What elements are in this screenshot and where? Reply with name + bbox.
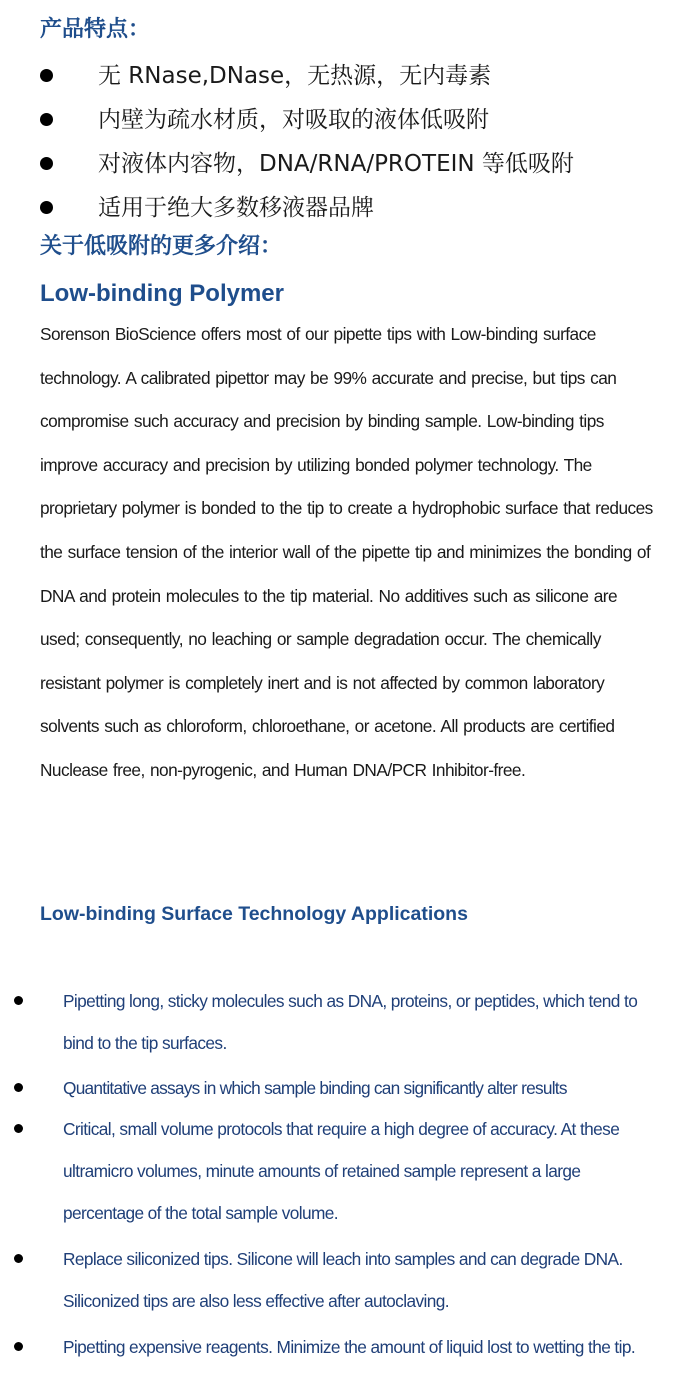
application-item [0, 980, 679, 1064]
application-item [0, 1238, 679, 1322]
bullet-icon [14, 1342, 23, 1351]
bullet-icon [40, 157, 53, 170]
bullet-icon [14, 1083, 23, 1092]
application-text: Replace siliconized tips. Silicone will leach into samples and can degrade DNA. Siliconized tips are also less effective after autoclaving. [63, 1249, 623, 1311]
application-text: Pipetting expensive reagents. Minimize the amount of liquid lost to wetting the tip. [63, 1337, 636, 1357]
feature-item [40, 144, 670, 188]
feature-list [40, 56, 670, 232]
application-text: Critical, small volume protocols that require a high degree of accuracy. At these ultramicro volumes, minute amounts of retained sample represent a large percentage of the total sample volume. [63, 1119, 620, 1223]
applications-list [0, 980, 679, 1368]
feature-text: 无 RNase,DNase，无热源，无内毒素 [98, 63, 492, 89]
application-item [0, 1108, 679, 1234]
bullet-icon [40, 69, 53, 82]
bullet-icon [14, 1124, 23, 1133]
feature-item [40, 188, 670, 232]
more-info-heading: 关于低吸附的更多介绍： [40, 234, 283, 259]
feature-text: 内壁为疏水材质，对吸取的液体低吸附 [98, 107, 489, 133]
low-binding-description: Sorenson BioScience offers most of our pipette tips with Low-binding surface technology. A calibrated pipettor may be 99% accurate and precise, but tips can compromise such accuracy and precision by binding sample. Low-binding tips improve accuracy and precision by utilizing bonded polymer technology. The proprietary polymer is bonded to the tip to create a hydrophobic surface that reduces the surface tension of the interior wall of the pipette tip and minimizes the bonding of DNA and protein molecules to the tip material. No additives such as silicone are used; consequently, no leaching or sample degradation occur. The chemically resistant polymer is completely inert and is not affected by common laboratory solvents such as chloroform, chloroethane, or acetone. All products are certified Nuclease free, non-pyrogenic, and Human DNA/PCR Inhibitor-free. [40, 324, 653, 780]
applications-heading: Low-binding Surface Technology Applications [40, 903, 468, 925]
feature-text: 适用于绝大多数移液器品牌 [98, 195, 374, 221]
bullet-icon [40, 113, 53, 126]
feature-item [40, 56, 670, 100]
product-features-heading: 产品特点： [40, 17, 151, 42]
application-text: Pipetting long, sticky molecules such as DNA, proteins, or peptides, which tend to bind to the tip surfaces. [63, 991, 638, 1053]
bullet-icon [14, 1254, 23, 1263]
application-text: Quantitative assays in which sample binding can significantly alter results [63, 1078, 567, 1098]
feature-item [40, 100, 670, 144]
bullet-icon [14, 996, 23, 1005]
feature-text: 对液体内容物，DNA/RNA/PROTEIN 等低吸附 [98, 151, 574, 177]
bullet-icon [40, 201, 53, 214]
application-item [0, 1326, 679, 1368]
application-item [0, 1068, 679, 1108]
low-binding-polymer-heading: Low-binding Polymer [40, 280, 284, 307]
